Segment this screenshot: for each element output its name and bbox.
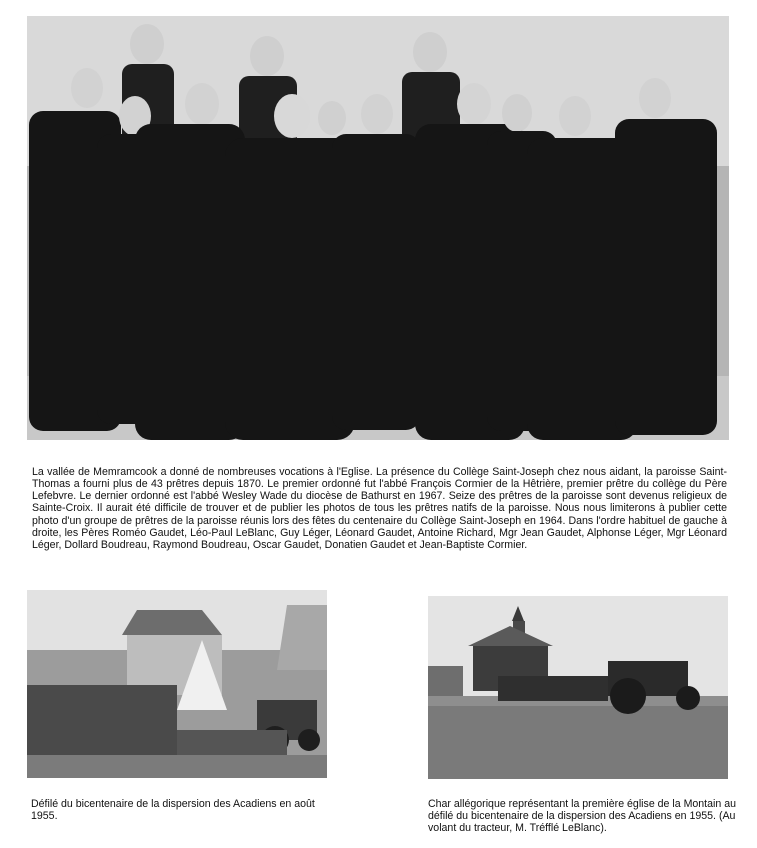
priests-photo-caption: La vallée de Memramcook a donné de nombreuses vocations à l'Eglise. La présence du Collège Saint-Joseph chez nous aidant, la paroisse Saint-Thomas a fourni plus de 43 prêtres depuis 1870. Le premier ordonné fut l'abbé François Cormier de la Hêtrière, premier prêtre du collège du Père Lefebvre. Le dernier ordonné est l'abbé Wesley Wade du diocèse de Bathurst en 1967. Seize des prêtres de la paroisse sont devenus religieux de Sainte-Croix. Il aurait été difficile de trouver et de publier les photos de tous les prêtres natifs de la paroisse. Nous nous limiterons à publier cette photo d'un groupe de prêtres de la paroisse réunis lors des fêtes du centenaire du Collège Saint-Joseph en 1964. Dans l'ordre habituel de gauche à droite, les Pères Roméo Gaudet, Léo-Paul LeBlanc, Guy Léger, Léonard Gaudet, Antoine Richard, Mgr Jean Gaudet, Alphonse Léger, Mgr Léonard Léger, Dollard Boudreau, Raymond Boudreau, Oscar Gaudet, Donatien Gaudet et Jean-Baptiste Cormier. <box>32 465 727 552</box>
priests-group-photo <box>27 16 729 440</box>
parade-image <box>27 590 327 778</box>
priests-group-image <box>27 16 729 440</box>
parade-photo <box>27 590 327 778</box>
church-float-photo <box>428 596 728 779</box>
church-float-image <box>428 596 728 779</box>
church-float-caption: Char allégorique représentant la première église de la Montain au défilé du bicentenaire de la dispersion des Acadiens en 1955. (Au volant du tracteur, M. Tréfflé LeBlanc). <box>428 797 736 835</box>
parade-photo-caption: Défilé du bicentenaire de la dispersion des Acadiens en août 1955. <box>31 797 315 822</box>
